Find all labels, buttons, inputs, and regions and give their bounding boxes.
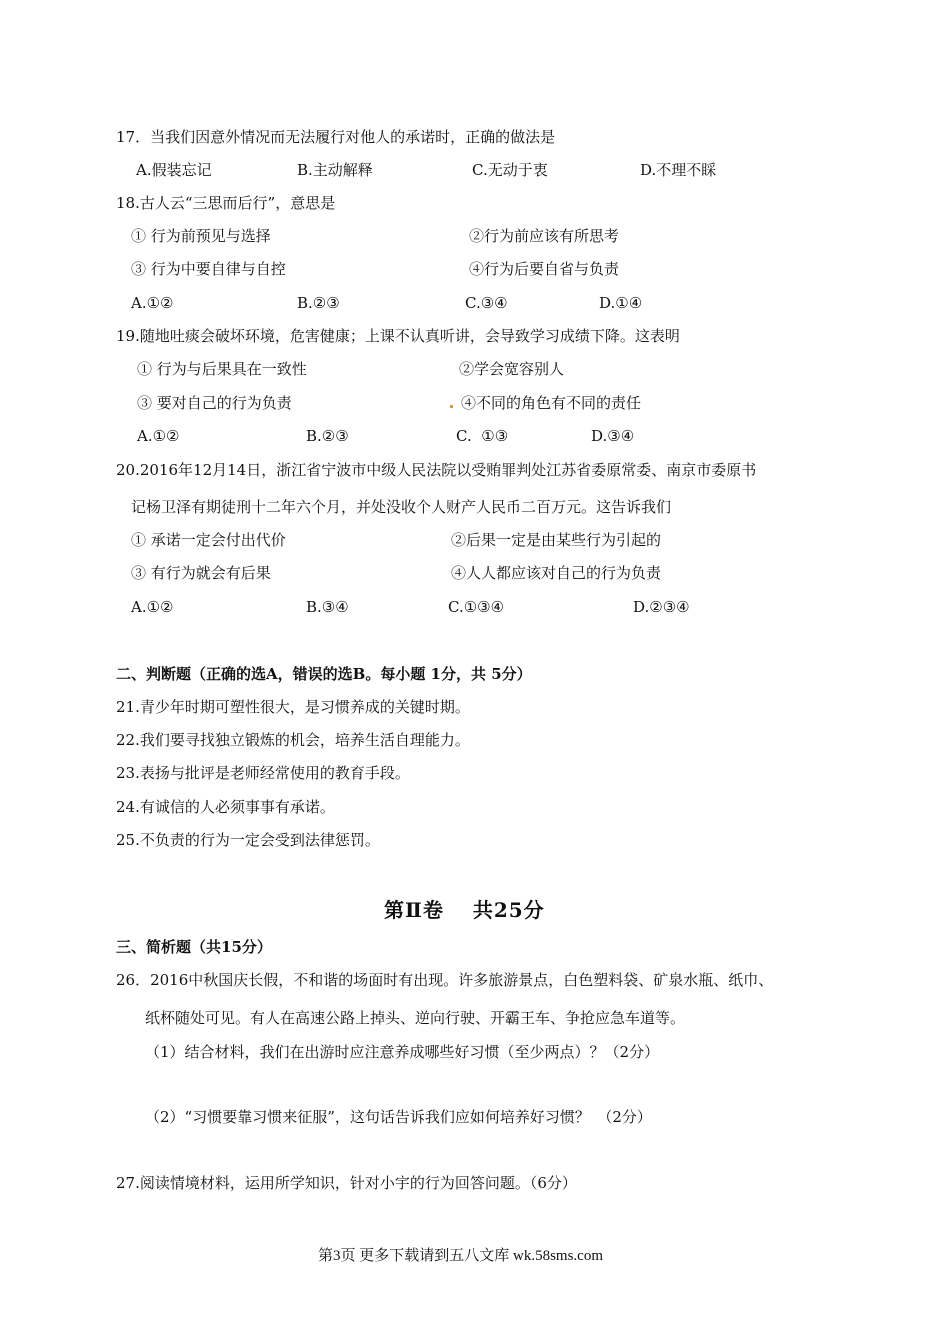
question-19-statement-1: ① 行为与后果具在一致性 [137,360,307,378]
question-18-stem: 18.古人云“三思而后行”，意思是 [116,194,336,212]
question-24: 24.有诚信的人必须事事有承诺。 [116,798,335,816]
question-20-statement-2: ②后果一定是由某些行为引起的 [451,531,662,549]
question-25: 25.不负责的行为一定会受到法律惩罚。 [116,831,380,849]
question-19-option-c: C. ①③ [456,427,509,445]
question-26-line-1: 26．2016中秋国庆长假，不和谐的场面时有出现。许多旅游景点，白色塑料袋、矿泉水瓶、纸巾、 [116,971,774,989]
question-20-stem-line-2: 记杨卫泽有期徒刑十二年六个月，并处没收个人财产人民币二百万元。这告诉我们 [131,498,672,516]
question-26-subquestion-1: （1）结合材料，我们在出游时应注意养成哪些好习惯（至少两点）？（2分） [145,1043,660,1061]
question-20-option-d: D.②③④ [633,598,690,616]
question-20-option-a: A.①② [131,598,174,616]
question-20-statement-4: ④人人都应该对自己的行为负责 [451,564,662,582]
question-27: 27.阅读情境材料，运用所学知识，针对小宇的行为回答问题。（6分） [116,1174,577,1192]
question-26-line-2: 纸杯随处可见。有人在高速公路上掉头、逆向行驶、开霸王车、争抢应急车道等。 [145,1009,686,1027]
question-20-statement-3: ③ 有行为就会有后果 [131,564,271,582]
question-19-stem: 19.随地吐痰会破坏环境，危害健康；上课不认真听讲，会导致学习成绩下降。这表明 [116,327,680,345]
question-21: 21.青少年时期可塑性很大，是习惯养成的关键时期。 [116,698,470,716]
question-17-option-a: A.假装忘记 [136,161,212,179]
highlight-mark [450,405,453,408]
question-18-option-b: B.②③ [297,294,340,312]
page-footer: 第3页 更多下载请到五八文库 wk.58sms.com [318,1248,604,1264]
question-18-statement-1: ① 行为前预见与选择 [131,227,271,245]
question-18-statement-2: ②行为前应该有所思考 [469,227,620,245]
part-2-title: 第Ⅱ卷 共25分 [384,898,545,922]
question-26-subquestion-2: （2）“习惯要靠习惯来征服”，这句话告诉我们应如何培养好习惯？ （2分） [145,1108,652,1126]
question-17-option-d: D.不理不睬 [640,161,717,179]
question-23: 23.表扬与批评是老师经常使用的教育手段。 [116,764,410,782]
question-17-option-c: C.无动于衷 [472,161,548,179]
question-17-stem: 17．当我们因意外情况而无法履行对他人的承诺时，正确的做法是 [116,128,556,146]
question-18-option-a: A.①② [131,294,174,312]
question-19-statement-3: ③ 要对自己的行为负责 [137,394,292,412]
question-20-option-b: B.③④ [306,598,349,616]
question-17-option-b: B.主动解释 [297,161,373,179]
question-18-statement-3: ③ 行为中要自律与自控 [131,260,286,278]
question-19-statement-2: ②学会宽容别人 [459,360,565,378]
question-19-option-b: B.②③ [306,427,349,445]
question-19-option-a: A.①② [137,427,180,445]
question-20-statement-1: ① 承诺一定会付出代价 [131,531,286,549]
question-22: 22.我们要寻找独立锻炼的机会，培养生活自理能力。 [116,731,470,749]
question-20-stem-line-1: 20.2016年12月14日，浙江省宁波市中级人民法院以受贿罪判处江苏省委原常委、南京市委原书 [116,461,757,479]
question-18-statement-4: ④行为后要自省与负责 [469,260,620,278]
question-18-option-c: C.③④ [465,294,508,312]
question-19-option-d: D.③④ [591,427,635,445]
section-2-title: 二、判断题（正确的选A，错误的选B。每小题 1分，共 5分） [116,665,532,683]
question-19-statement-4: ④不同的角色有不同的责任 [461,394,642,412]
section-3-title: 三、简析题（共15分） [116,938,272,956]
question-20-option-c: C.①③④ [448,598,505,616]
question-18-option-d: D.①④ [599,294,643,312]
